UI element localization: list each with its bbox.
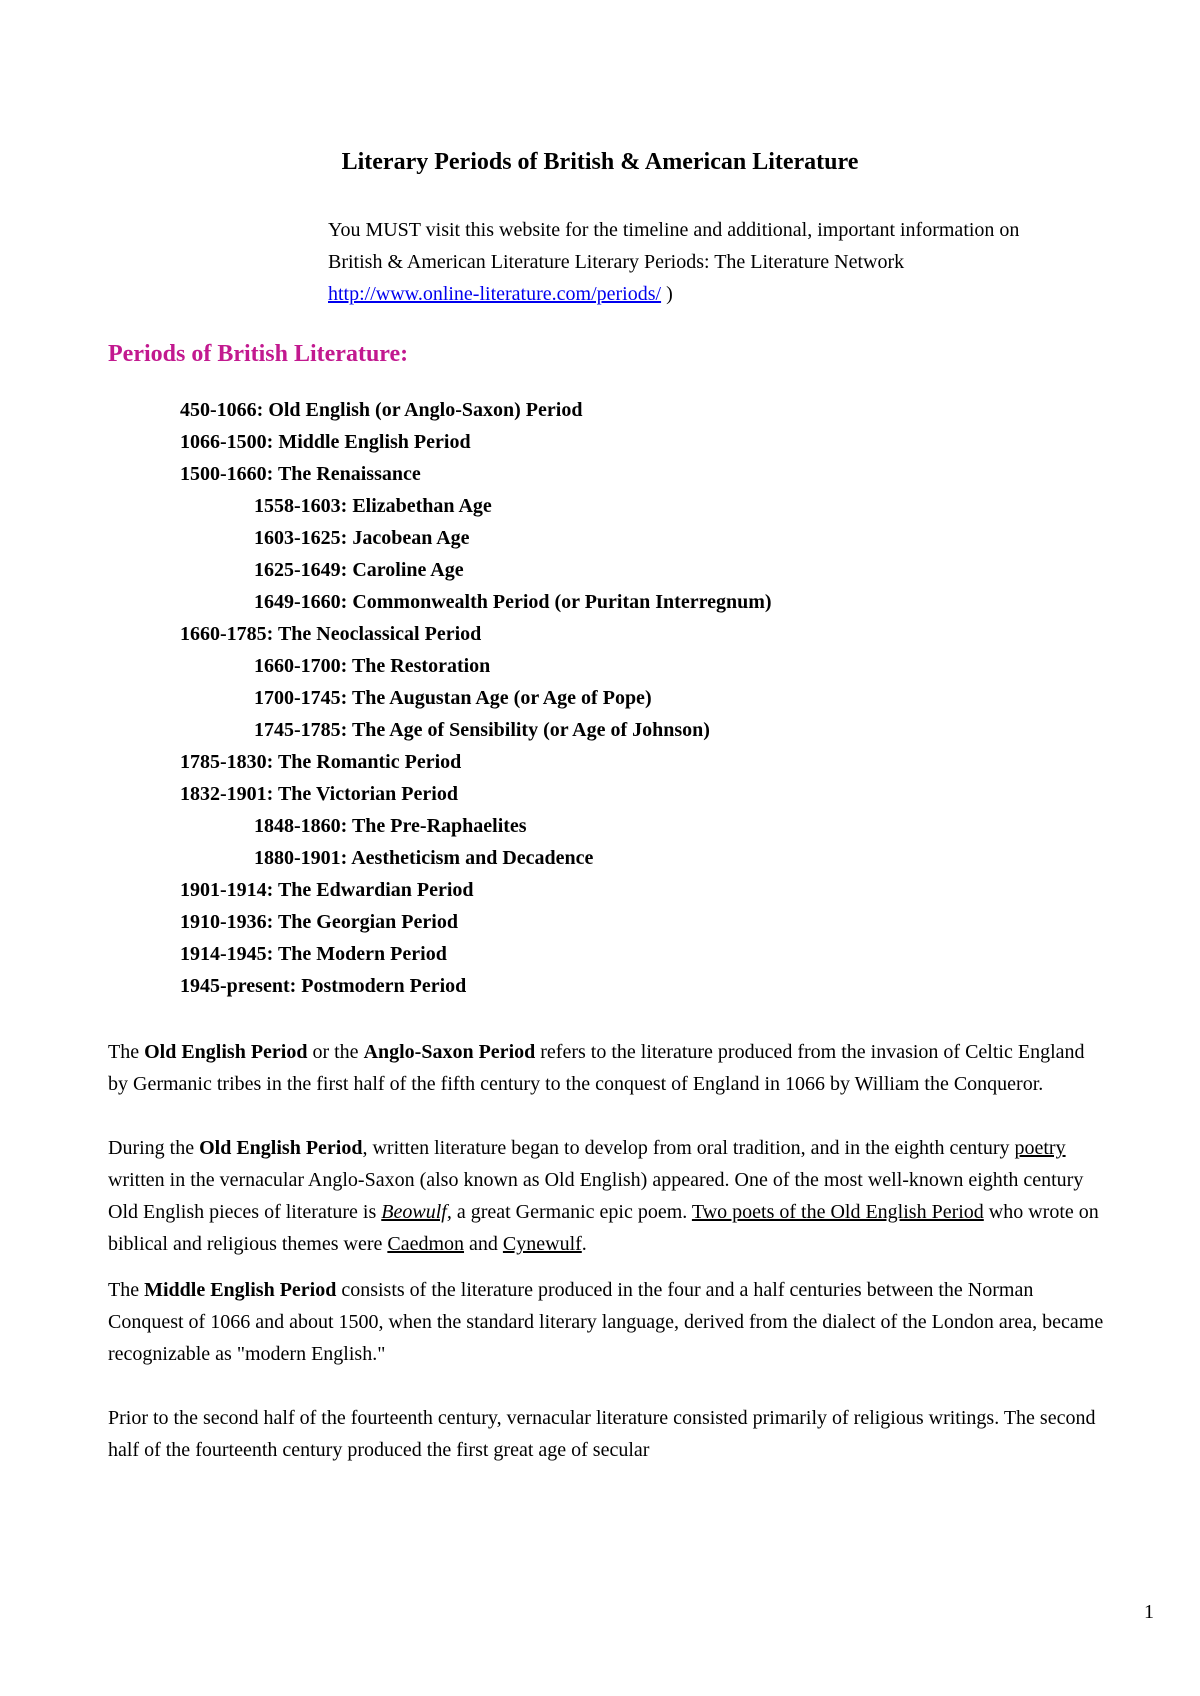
- paragraph-middle-english: [108, 1274, 1108, 1370]
- subperiod-item: 1625-1649: Caroline Age: [254, 559, 464, 581]
- subperiod-item: 1745-1785: The Age of Sensibility (or Age of Johnson): [254, 719, 710, 741]
- periods-list: [180, 394, 772, 1002]
- underlined-italic-title: Beowulf,: [381, 1201, 452, 1223]
- subperiod-item: 1649-1660: Commonwealth Period (or Puritan Interregnum): [254, 591, 772, 613]
- text-run: who wrote on biblical and religious themes were: [108, 1201, 1099, 1255]
- text-run: consists of the literature produced in the four and a half centuries between the Norman Conquest of 1066 and about 1500, when the standard literary language, derived from the dialect of the London area, became recognizable as "modern English.": [108, 1279, 1104, 1365]
- literature-network-link[interactable]: http://www.online-literature.com/periods/: [328, 283, 662, 305]
- intro-text: You MUST visit this website for the timeline and additional, important information on British & American Literature Literary Periods: The Literature Network: [328, 219, 1020, 273]
- text-run: The: [108, 1041, 145, 1063]
- period-item: 1066-1500: Middle English Period: [180, 431, 471, 453]
- subperiod-item: 1603-1625: Jacobean Age: [254, 527, 470, 549]
- period-item: 450-1066: Old English (or Anglo-Saxon) Period: [180, 399, 583, 421]
- subperiod-item: 1558-1603: Elizabethan Age: [254, 495, 492, 517]
- period-item: 1500-1660: The Renaissance: [180, 463, 421, 485]
- period-item: 1910-1936: The Georgian Period: [180, 911, 458, 933]
- text-run: written in the vernacular Anglo-Saxon (also known as Old English) appeared. One of the most well-known eighth century Old English pieces of literature is: [108, 1169, 1084, 1223]
- paragraph-old-english-literature: [108, 1132, 1108, 1260]
- period-item: 1832-1901: The Victorian Period: [180, 783, 458, 805]
- section-heading-british: Periods of British Literature:: [108, 341, 409, 367]
- period-item: 1945-present: Postmodern Period: [180, 975, 467, 997]
- underlined-term: Two poets of the Old English Period: [691, 1201, 984, 1223]
- body-text: [108, 1036, 1108, 1466]
- text-run: The: [108, 1279, 145, 1301]
- text-run: .: [581, 1233, 587, 1255]
- paragraph-fourteenth-century: [108, 1402, 1108, 1466]
- period-item: 1660-1785: The Neoclassical Period: [180, 623, 482, 645]
- period-item: 1914-1945: The Modern Period: [180, 943, 447, 965]
- bold-term: Middle English Period: [144, 1279, 337, 1301]
- text-run: a great Germanic epic poem.: [451, 1201, 692, 1223]
- bold-term: Old English Period: [144, 1041, 308, 1063]
- underlined-term: Caedmon: [387, 1233, 465, 1255]
- underlined-term: poetry: [1014, 1137, 1066, 1159]
- paragraph-old-english: [108, 1036, 1108, 1100]
- underlined-term: Cynewulf: [502, 1233, 582, 1255]
- text-run: refers to the literature produced from the invasion of Celtic England by Germanic tribes in the first half of the fifth century to the conquest of England in 1066 by William the Conqueror.: [108, 1041, 1085, 1095]
- page-number: 1: [1144, 1601, 1154, 1623]
- period-item: 1785-1830: The Romantic Period: [180, 751, 462, 773]
- text-run: or the: [307, 1041, 364, 1063]
- subperiod-item: 1880-1901: Aestheticism and Decadence: [254, 847, 594, 869]
- document-title: Literary Periods of British & American Literature: [341, 149, 859, 175]
- text-run: and: [464, 1233, 503, 1255]
- subperiod-item: 1700-1745: The Augustan Age (or Age of Pope): [254, 687, 652, 709]
- intro-close: ): [661, 283, 673, 305]
- text-run: , written literature began to develop from oral tradition, and in the eighth century: [362, 1137, 1015, 1159]
- text-run: Prior to the second half of the fourteenth century, vernacular literature consisted primarily of religious writings. The second half of the fourteenth century produced the first great age of secular: [108, 1407, 1096, 1461]
- subperiod-item: 1660-1700: The Restoration: [254, 655, 491, 677]
- bold-term: Old English Period: [199, 1137, 363, 1159]
- text-run: During the: [108, 1137, 200, 1159]
- subperiod-item: 1848-1860: The Pre-Raphaelites: [254, 815, 527, 837]
- intro-note: [328, 214, 1048, 310]
- period-item: 1901-1914: The Edwardian Period: [180, 879, 474, 901]
- bold-term: Anglo-Saxon Period: [363, 1041, 536, 1063]
